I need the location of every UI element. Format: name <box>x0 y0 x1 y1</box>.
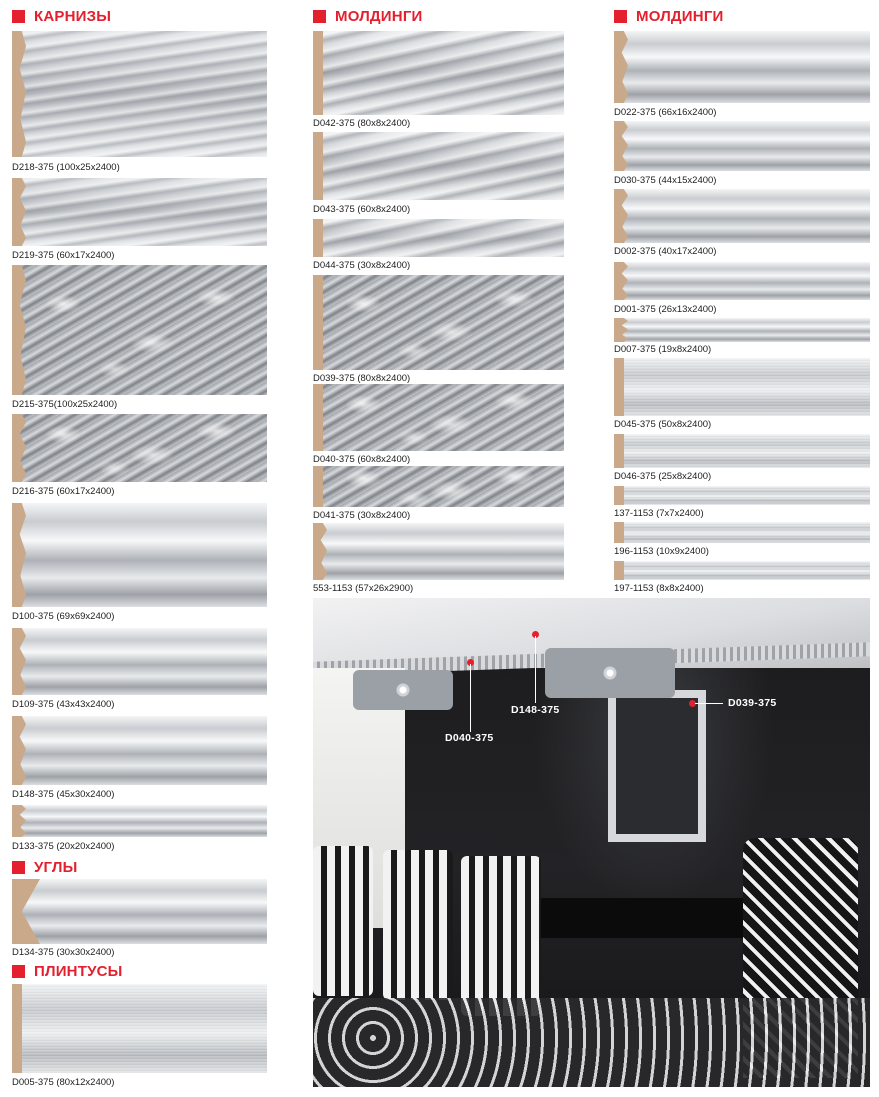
product-caption: D007-375 (19x8x2400) <box>614 344 712 355</box>
section-heading-plinths <box>12 963 123 979</box>
product-caption: D148-375 (45x30x2400) <box>12 789 115 800</box>
product-card[interactable] <box>614 318 870 356</box>
product-swatch <box>614 522 870 543</box>
profile-section <box>614 486 624 505</box>
chandelier-right <box>545 648 675 698</box>
profile-section <box>313 466 323 507</box>
product-caption: D100-375 (69x69x2400) <box>12 611 115 622</box>
product-caption: D133-375 (20x20x2400) <box>12 841 115 852</box>
profile-section <box>614 561 624 580</box>
product-card[interactable] <box>12 628 267 712</box>
product-caption: D215-375(100x25x2400) <box>12 399 118 410</box>
product-swatch <box>614 121 870 171</box>
product-card[interactable] <box>313 275 564 385</box>
product-swatch <box>313 219 564 257</box>
profile-section <box>313 384 323 451</box>
profile-section <box>12 414 26 482</box>
product-swatch <box>313 523 564 580</box>
photo-label: D039-375 <box>728 697 777 709</box>
product-swatch <box>614 358 870 416</box>
product-caption: D109-375 (43x43x2400) <box>12 699 115 710</box>
product-card[interactable] <box>614 189 870 258</box>
section-heading-moldings-mid <box>313 8 423 24</box>
profile-section <box>614 262 628 300</box>
profile-section <box>614 31 628 103</box>
photo-label: D040-375 <box>445 732 494 744</box>
product-swatch <box>614 189 870 243</box>
product-caption: D041-375 (30x8x2400) <box>313 510 411 521</box>
product-caption: D001-375 (26x13x2400) <box>614 304 717 315</box>
product-card[interactable] <box>313 523 564 595</box>
product-caption: D046-375 (25x8x2400) <box>614 471 712 482</box>
red-square-icon <box>313 10 326 23</box>
profile-section <box>313 523 327 580</box>
product-card[interactable] <box>12 265 267 412</box>
profile-section <box>614 358 624 416</box>
interior-photo <box>313 598 870 1087</box>
leader-line <box>695 703 723 704</box>
section-heading-corners <box>12 859 77 875</box>
profile-section <box>12 628 26 695</box>
product-caption: D216-375 (60x17x2400) <box>12 486 115 497</box>
product-card[interactable] <box>313 466 564 522</box>
section-heading-moldings-right <box>614 8 724 24</box>
product-card[interactable] <box>12 414 267 498</box>
product-swatch <box>12 716 267 785</box>
product-caption: D005-375 (80x12x2400) <box>12 1077 115 1088</box>
profile-section <box>12 805 26 837</box>
product-swatch <box>12 178 267 246</box>
product-caption: D218-375 (100x25x2400) <box>12 162 120 173</box>
product-card[interactable] <box>12 178 267 262</box>
product-card[interactable] <box>614 434 870 483</box>
red-square-icon <box>12 965 25 978</box>
product-swatch <box>12 805 267 837</box>
product-caption: 553-1153 (57x26x2900) <box>313 583 414 594</box>
product-caption: 137-1153 (7x7x2400) <box>614 508 704 519</box>
product-swatch <box>12 879 267 944</box>
product-card[interactable] <box>12 984 267 1089</box>
profile-section <box>313 275 323 370</box>
heading-label: КАРНИЗЫ <box>34 7 112 25</box>
dining-chair <box>313 846 373 996</box>
product-caption: 196-1153 (10x9x2400) <box>614 546 709 557</box>
product-caption: D219-375 (60x17x2400) <box>12 250 115 261</box>
dining-chair <box>461 856 541 1016</box>
product-swatch <box>313 132 564 200</box>
product-caption: 197-1153 (8x8x2400) <box>614 583 704 594</box>
product-caption: D022-375 (66x16x2400) <box>614 107 717 118</box>
product-swatch <box>614 561 870 580</box>
profile-section <box>12 178 26 246</box>
product-swatch <box>12 31 267 157</box>
corner-profile <box>12 879 40 944</box>
product-caption: D134-375 (30x30x2400) <box>12 947 115 958</box>
profile-section <box>614 189 628 243</box>
profile-section <box>614 434 624 468</box>
framed-mirror <box>608 690 706 842</box>
heading-label: УГЛЫ <box>34 858 78 876</box>
red-square-icon <box>12 10 25 23</box>
product-card[interactable] <box>614 121 870 187</box>
product-card[interactable] <box>614 522 870 558</box>
photo-label: D148-375 <box>511 704 560 716</box>
product-caption: D040-375 (60x8x2400) <box>313 454 411 465</box>
product-card[interactable] <box>12 879 267 959</box>
product-card[interactable] <box>313 384 564 466</box>
product-swatch <box>614 318 870 342</box>
product-card[interactable] <box>12 31 267 174</box>
section-heading-cornices <box>12 8 111 24</box>
product-card[interactable] <box>313 31 564 130</box>
red-square-icon <box>12 861 25 874</box>
product-card[interactable] <box>614 358 870 431</box>
product-swatch <box>313 384 564 451</box>
product-caption: D043-375 (60x8x2400) <box>313 204 411 215</box>
product-swatch <box>313 466 564 507</box>
red-square-icon <box>614 10 627 23</box>
profile-section <box>12 716 26 785</box>
profile-section <box>313 31 323 115</box>
product-card[interactable] <box>614 561 870 595</box>
heading-label: МОЛДИНГИ <box>636 7 724 25</box>
profile-section <box>12 265 26 395</box>
profile-section <box>614 318 628 342</box>
product-swatch <box>313 31 564 115</box>
product-caption: D042-375 (80x8x2400) <box>313 118 411 129</box>
product-card[interactable] <box>313 219 564 272</box>
heading-label: МОЛДИНГИ <box>335 7 423 25</box>
product-swatch <box>614 262 870 300</box>
product-swatch <box>614 486 870 505</box>
product-caption: D002-375 (40x17x2400) <box>614 246 717 257</box>
product-caption: D039-375 (80x8x2400) <box>313 373 411 384</box>
product-swatch <box>12 503 267 607</box>
product-swatch <box>614 31 870 103</box>
product-card[interactable] <box>313 132 564 216</box>
profile-section <box>12 984 22 1073</box>
profile-section <box>614 121 628 171</box>
product-swatch <box>614 434 870 468</box>
product-swatch <box>12 265 267 395</box>
rug <box>313 998 870 1087</box>
product-swatch <box>12 628 267 695</box>
product-card[interactable] <box>614 486 870 520</box>
profile-section <box>12 31 26 157</box>
profile-section <box>614 522 624 543</box>
leader-line <box>470 664 471 732</box>
chandelier-left <box>353 670 453 710</box>
product-card[interactable] <box>614 31 870 119</box>
product-caption: D044-375 (30x8x2400) <box>313 260 411 271</box>
product-card[interactable] <box>12 805 267 853</box>
product-swatch <box>313 275 564 370</box>
product-caption: D030-375 (44x15x2400) <box>614 175 717 186</box>
heading-label: ПЛИНТУСЫ <box>34 962 123 980</box>
product-swatch <box>12 414 267 482</box>
leader-line <box>535 636 536 703</box>
dining-chair <box>383 850 453 1000</box>
product-swatch <box>12 984 267 1073</box>
profile-section <box>313 132 323 200</box>
product-card[interactable] <box>12 503 267 624</box>
product-card[interactable] <box>12 716 267 802</box>
profile-section <box>313 219 323 257</box>
profile-section <box>12 503 26 607</box>
product-caption: D045-375 (50x8x2400) <box>614 419 712 430</box>
product-card[interactable] <box>614 262 870 316</box>
